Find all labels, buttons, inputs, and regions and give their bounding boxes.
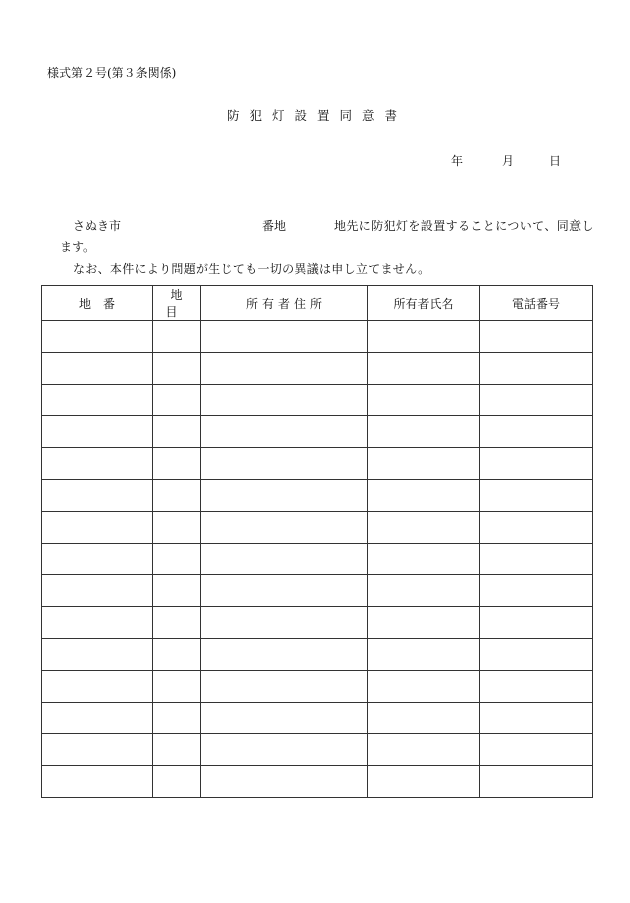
owner-address-cell [201, 448, 368, 480]
land-category-cell [153, 352, 201, 384]
lot-number-cell [42, 321, 153, 353]
land-category-cell [153, 766, 201, 798]
phone-number-cell [480, 448, 593, 480]
owner-name-cell [368, 479, 480, 511]
body-no-objection-text: なお、本件により問題が生じても一切の異議は申し立てません。 [73, 262, 431, 276]
owner-address-cell [201, 543, 368, 575]
table-row [42, 766, 593, 798]
owner-name-cell [368, 416, 480, 448]
owner-address-cell [201, 511, 368, 543]
date-month-label: 月 [502, 154, 515, 168]
owner-name-cell [368, 766, 480, 798]
lot-number-cell [42, 766, 153, 798]
phone-number-cell [480, 479, 593, 511]
owner-address-cell [201, 575, 368, 607]
owner-address-cell [201, 321, 368, 353]
header-lot-number [42, 286, 153, 321]
phone-number-cell [480, 607, 593, 639]
table-header-row [42, 286, 593, 321]
body-consent-text: 地先に防犯灯を設置することについて、同意し [334, 219, 594, 233]
owner-name-cell [368, 575, 480, 607]
land-category-cell [153, 321, 201, 353]
document-title: 防犯灯設置同意書 [226, 108, 407, 123]
lot-number-cell [42, 448, 153, 480]
land-category-cell [153, 607, 201, 639]
lot-number-cell [42, 702, 153, 734]
lot-number-cell [42, 543, 153, 575]
owner-name-cell [368, 670, 480, 702]
owner-address-cell [201, 416, 368, 448]
owner-address-cell [201, 607, 368, 639]
phone-number-cell [480, 766, 593, 798]
table-row [42, 352, 593, 384]
table-row [42, 384, 593, 416]
header-owner-name-label: 所有者氏名 [393, 296, 454, 311]
phone-number-cell [480, 511, 593, 543]
lot-number-cell [42, 511, 153, 543]
header-land-category-label: 地目 [165, 288, 193, 319]
date-day-label: 日 [549, 154, 562, 168]
land-category-cell [153, 479, 201, 511]
owner-address-cell [201, 638, 368, 670]
phone-number-cell [480, 352, 593, 384]
phone-number-cell [480, 734, 593, 766]
table-row [42, 448, 593, 480]
header-lot-number-label: 地番 [78, 296, 127, 311]
owner-consent-table [41, 285, 593, 798]
body-banchi-label: 番地 [262, 219, 287, 233]
lot-number-cell [42, 607, 153, 639]
lot-number-cell [42, 734, 153, 766]
lot-number-cell [42, 670, 153, 702]
land-category-cell [153, 384, 201, 416]
body-consent-text-continued: ます。 [60, 240, 96, 254]
owner-name-cell [368, 352, 480, 384]
lot-number-cell [42, 384, 153, 416]
land-category-cell [153, 511, 201, 543]
body-city-name: さぬき市 [73, 219, 122, 233]
owner-address-cell [201, 352, 368, 384]
lot-number-cell [42, 352, 153, 384]
phone-number-cell [480, 384, 593, 416]
land-category-cell [153, 734, 201, 766]
table-row [42, 638, 593, 670]
owner-name-cell [368, 702, 480, 734]
owner-name-cell [368, 543, 480, 575]
phone-number-cell [480, 670, 593, 702]
land-category-cell [153, 416, 201, 448]
owner-name-cell [368, 638, 480, 670]
owner-name-cell [368, 607, 480, 639]
table-row [42, 321, 593, 353]
table-row [42, 479, 593, 511]
table-row [42, 702, 593, 734]
table-row [42, 575, 593, 607]
lot-number-cell [42, 575, 153, 607]
header-land-category [153, 286, 201, 321]
lot-number-cell [42, 479, 153, 511]
owner-address-cell [201, 766, 368, 798]
table-row [42, 607, 593, 639]
phone-number-cell [480, 702, 593, 734]
date-year-label: 年 [451, 154, 464, 168]
owner-name-cell [368, 384, 480, 416]
land-category-cell [153, 702, 201, 734]
header-owner-name [368, 286, 480, 321]
phone-number-cell [480, 575, 593, 607]
table-row [42, 416, 593, 448]
owner-address-cell [201, 384, 368, 416]
table-row [42, 511, 593, 543]
owner-name-cell [368, 511, 480, 543]
table-row [42, 734, 593, 766]
header-phone-number-label: 電話番号 [511, 296, 560, 311]
header-owner-address [201, 286, 368, 321]
land-category-cell [153, 543, 201, 575]
land-category-cell [153, 638, 201, 670]
owner-address-cell [201, 702, 368, 734]
owner-name-cell [368, 321, 480, 353]
form-number-label: 様式第２号(第３条関係) [47, 66, 177, 80]
lot-number-cell [42, 638, 153, 670]
owner-name-cell [368, 734, 480, 766]
header-owner-address-label: 所有者住所 [245, 296, 326, 311]
phone-number-cell [480, 543, 593, 575]
lot-number-cell [42, 416, 153, 448]
land-category-cell [153, 575, 201, 607]
owner-name-cell [368, 448, 480, 480]
owner-address-cell [201, 670, 368, 702]
owner-address-cell [201, 479, 368, 511]
land-category-cell [153, 448, 201, 480]
phone-number-cell [480, 416, 593, 448]
table-row [42, 543, 593, 575]
header-phone-number [480, 286, 593, 321]
table-row [42, 670, 593, 702]
land-category-cell [153, 670, 201, 702]
phone-number-cell [480, 638, 593, 670]
owner-address-cell [201, 734, 368, 766]
phone-number-cell [480, 321, 593, 353]
